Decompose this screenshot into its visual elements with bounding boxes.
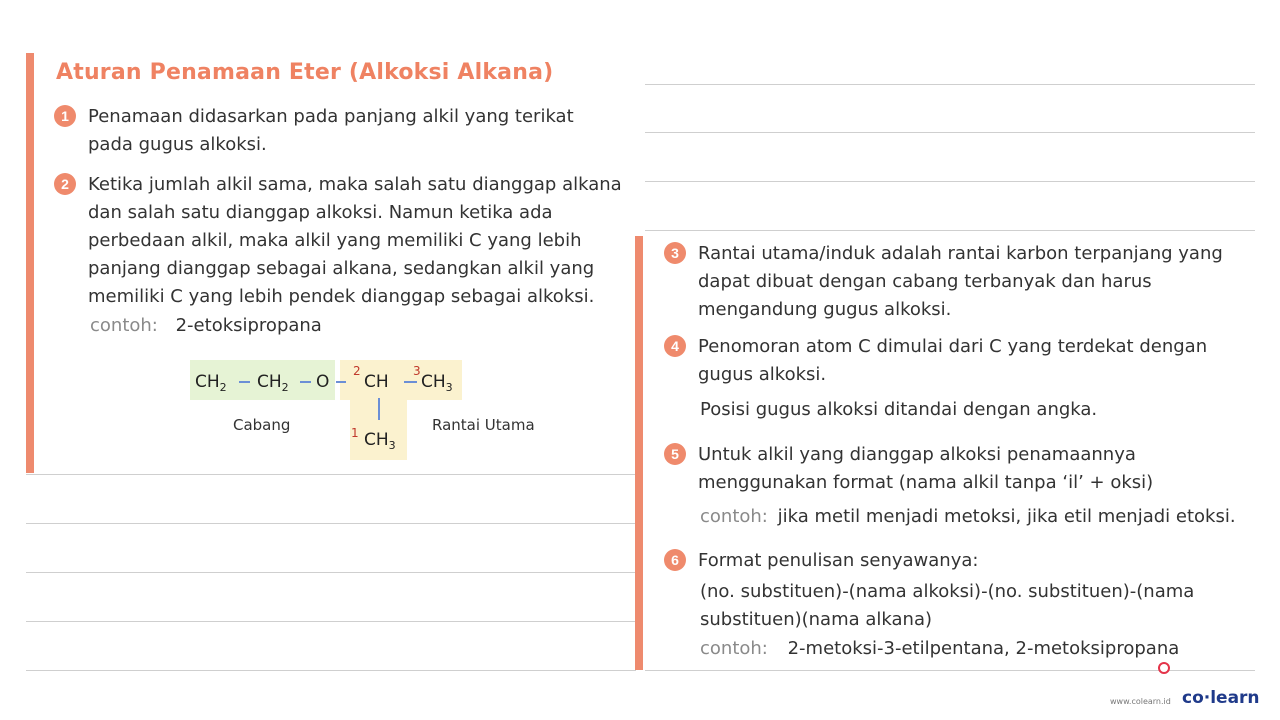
ruled-line [26, 523, 636, 524]
ch2-group [257, 372, 289, 398]
rule-4-note: Posisi gugus alkoksi ditandai dengan angka. [700, 399, 1098, 420]
rule-2 [54, 171, 639, 311]
rule-4 [664, 333, 1254, 389]
bond [300, 381, 311, 383]
ch3-text: CH [364, 430, 389, 450]
rule-text: Penamaan didasarkan pada panjang alkil yang terikat pada gugus alkoksi. [88, 106, 574, 155]
rule-number-badge: 6 [664, 549, 686, 571]
bond [404, 381, 417, 383]
ruled-line [645, 84, 1255, 85]
ruled-line [26, 621, 636, 622]
oxygen-atom [316, 372, 329, 392]
rule-6 [664, 547, 1244, 575]
rule-6-format: (no. substituen)-(nama alkoksi)-(no. substituen)-(nama substituen)(nama alkana) [700, 581, 1195, 630]
subscript: 3 [388, 439, 396, 452]
footer-url: www.colearn.id [1110, 697, 1171, 706]
example-label: contoh: [700, 638, 768, 659]
brand-logo: co·learn [1182, 688, 1260, 708]
ch3-text: CH [421, 372, 446, 392]
locant-2: 2 [353, 364, 361, 378]
branch-label: Cabang [233, 416, 291, 434]
ruled-line [645, 181, 1255, 182]
subscript: 2 [281, 381, 289, 394]
rule-3 [664, 240, 1234, 324]
example-rule-5 [700, 504, 1236, 530]
ch-group [364, 372, 389, 392]
bond [239, 381, 250, 383]
oxygen-text: O [316, 372, 330, 392]
ruled-line [26, 474, 636, 475]
left-accent-bar [26, 53, 34, 473]
ch-text: CH [364, 372, 389, 392]
page-title: Aturan Penamaan Eter (Alkoksi Alkana) [56, 60, 554, 85]
rule-text: Format penulisan senyawanya: [698, 550, 979, 571]
ruled-line [645, 132, 1255, 133]
subscript: 2 [219, 381, 227, 394]
ch3-group [421, 372, 453, 398]
pointer-dot [1158, 662, 1170, 674]
subscript: 3 [445, 381, 453, 394]
rule-number-badge: 2 [54, 173, 76, 195]
ch2-group [195, 372, 227, 398]
rule-number-badge: 5 [664, 443, 686, 465]
rule-number-badge: 3 [664, 242, 686, 264]
example-label: contoh: [700, 506, 768, 527]
rule-text: Ketika jumlah alkil sama, maka salah satu dianggap alkana dan salah satu dianggap alkoksi. Namun ketika ada perbedaan alkil, maka alkil yang memiliki C yang lebih panjang dianggap sebagai alkana, sedangkan alkil yang memiliki C yang lebih pendek dianggap sebagai alkoksi. [88, 174, 622, 307]
ruled-line [26, 670, 636, 671]
rule-1 [54, 103, 614, 159]
bond [336, 381, 346, 383]
ruled-line [645, 230, 1255, 231]
rule-number-badge: 4 [664, 335, 686, 357]
rule-text: Rantai utama/induk adalah rantai karbon terpanjang yang dapat dibuat dengan cabang terbanyak dan harus mengandung gugus alkoksi. [698, 243, 1223, 320]
example-rule-6 [700, 636, 1179, 662]
ch2-text: CH [195, 372, 220, 392]
example-value: jika metil menjadi metoksi, jika etil menjadi etoksi. [777, 506, 1236, 527]
rule-number-badge: 1 [54, 105, 76, 127]
example-value: 2-metoksi-3-etilpentana, 2-metoksipropana [787, 638, 1180, 659]
ch2-text: CH [257, 372, 282, 392]
locant-1: 1 [351, 426, 359, 440]
example-label: contoh: [90, 315, 158, 336]
bond [378, 398, 380, 420]
ch3-group [364, 430, 396, 456]
ruled-line [26, 572, 636, 573]
example-value: 2-etoksipropana [175, 315, 322, 336]
main-chain-label: Rantai Utama [432, 416, 535, 434]
rule-5 [664, 441, 1224, 497]
rule-text: Penomoran atom C dimulai dari C yang terdekat dengan gugus alkoksi. [698, 336, 1208, 385]
locant-3: 3 [413, 364, 421, 378]
rule-text: Untuk alkil yang dianggap alkoksi penamaannya menggunakan format (nama alkil tanpa ‘il’ + oksi) [698, 444, 1154, 493]
example-rule-2 [90, 313, 322, 339]
